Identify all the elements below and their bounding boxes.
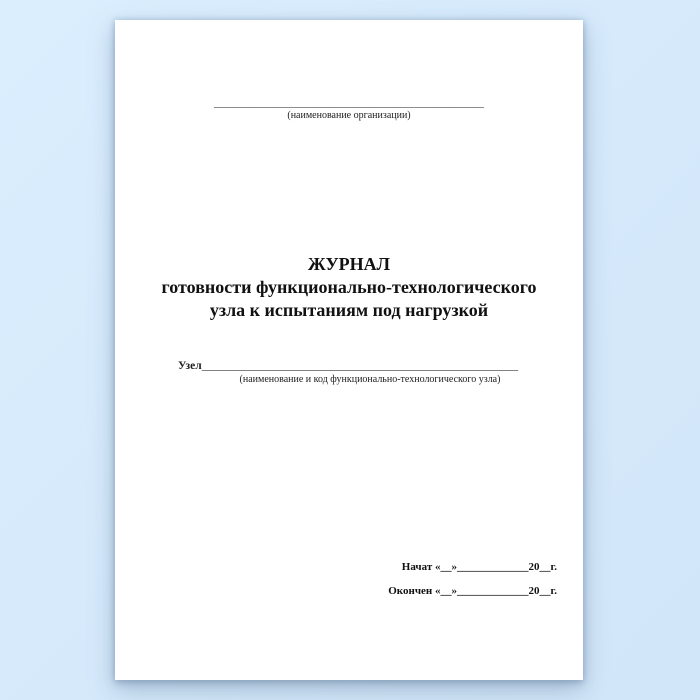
date-started: Начат «__»_____________20__г. <box>401 561 557 573</box>
title-line-journal: ЖУРНАЛ <box>307 254 391 274</box>
organization-block <box>115 98 583 121</box>
document-page <box>115 20 583 680</box>
date-finished: Окончен «__»_____________20__г. <box>388 585 557 597</box>
document-title <box>115 253 583 322</box>
title-line-3: узла к испытаниям под нагрузкой <box>209 300 489 320</box>
unit-caption: (наименование и код функционально-технологического узла) <box>239 374 501 385</box>
dates-block <box>388 560 557 608</box>
title-line-2: готовности функционально-технологического <box>161 277 537 297</box>
organization-caption: (наименование организации) <box>287 110 411 121</box>
unit-blank-line: _______________________________________________________ <box>201 360 518 372</box>
unit-field <box>178 359 524 373</box>
organization-blank-line: ______________________________________________________ <box>214 98 484 109</box>
unit-label: Узел <box>178 360 202 372</box>
